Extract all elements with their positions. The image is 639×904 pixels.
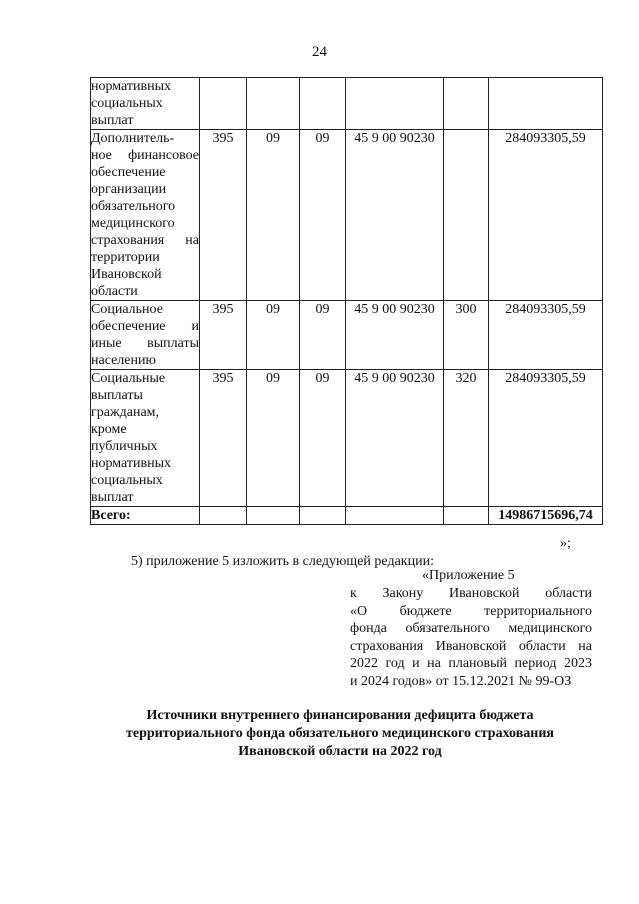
appendix-line: к Закону Ивановской области — [350, 586, 592, 601]
item-name-line: выплат — [91, 113, 134, 128]
item-name-line: иные выплаты — [91, 336, 199, 351]
item-name-line: населению — [91, 353, 156, 368]
expense-type-cell — [444, 78, 489, 130]
item-name-line: выплаты — [91, 388, 143, 403]
item-name-line: Социальные — [91, 371, 166, 386]
section-cell — [247, 78, 300, 130]
subsection-cell — [300, 78, 346, 130]
item-name-line: социальных — [91, 96, 163, 111]
budget-table-body — [91, 78, 603, 525]
item-name-cell — [91, 130, 200, 301]
item-name-line: обеспечение и — [91, 319, 199, 334]
expense-type-cell — [444, 130, 489, 301]
item-name-line: ное финансовое — [91, 148, 199, 163]
page-number: 24 — [312, 44, 327, 60]
item-name-cell — [91, 507, 200, 525]
item-name-line: обеспечение — [91, 165, 166, 180]
amendment-item-5: 5) приложение 5 изложить в следующей редакции: — [131, 554, 434, 569]
heading-line: Источники внутреннего финансирования дефицита бюджета — [146, 708, 534, 723]
section-cell: 09 — [247, 370, 300, 507]
table-total-row — [91, 507, 603, 525]
target-article-cell — [346, 507, 444, 525]
item-name-line: гражданам, — [91, 405, 160, 420]
appendix-title: «Приложение 5 — [422, 568, 515, 583]
table-row — [91, 370, 603, 507]
amount-cell: 284093305,59 — [489, 370, 603, 507]
item-name-line: Социальное — [91, 302, 163, 317]
expense-type-cell: 320 — [444, 370, 489, 507]
appendix-line: фонда обязательного медицинского — [350, 621, 592, 636]
target-article-cell: 45 9 00 90230 — [346, 370, 444, 507]
ved-code-cell: 395 — [200, 301, 247, 370]
table-row — [91, 130, 603, 301]
subsection-cell: 09 — [300, 370, 346, 507]
section-heading — [70, 707, 610, 761]
amount-cell: 14986715696,74 — [489, 507, 603, 525]
target-article-cell: 45 9 00 90230 — [346, 301, 444, 370]
target-article-cell — [346, 78, 444, 130]
appendix-caption — [350, 585, 592, 673]
item-name-line: организации — [91, 182, 167, 197]
amount-cell: 284093305,59 — [489, 301, 603, 370]
subsection-cell: 09 — [300, 301, 346, 370]
item-name-line: обязательного — [91, 199, 176, 214]
amount-cell — [489, 78, 603, 130]
item-name-line: медицинского — [91, 216, 175, 231]
ved-code-cell: 395 — [200, 130, 247, 301]
item-name-line: области — [91, 284, 138, 299]
expense-type-cell — [444, 507, 489, 525]
expense-type-cell: 300 — [444, 301, 489, 370]
table-row — [91, 301, 603, 370]
item-name-line: выплат — [91, 490, 134, 505]
table-row — [91, 78, 603, 130]
section-cell: 09 — [247, 301, 300, 370]
item-name-cell — [91, 370, 200, 507]
ved-code-cell: 395 — [200, 370, 247, 507]
item-name-cell — [91, 301, 200, 370]
item-name-line: нормативных — [91, 456, 172, 471]
ved-code-cell — [200, 507, 247, 525]
item-name-line: кроме — [91, 422, 127, 437]
section-cell: 09 — [247, 130, 300, 301]
appendix-line: «О бюджете территориального — [350, 603, 592, 619]
subsection-cell — [300, 507, 346, 525]
appendix-line: 2022 год и на плановый период 2023 — [350, 656, 592, 671]
heading-line: Ивановской области на 2022 год — [238, 744, 442, 759]
subsection-cell: 09 — [300, 130, 346, 301]
amount-cell: 284093305,59 — [489, 130, 603, 301]
item-name-line: Дополнитель- — [91, 131, 175, 146]
closing-quote: »; — [560, 536, 571, 551]
ved-code-cell — [200, 78, 247, 130]
item-name-cell — [91, 78, 200, 130]
item-name-line: территории — [91, 250, 160, 265]
budget-table — [90, 77, 603, 525]
item-name-line: публичных — [91, 439, 158, 454]
section-cell — [247, 507, 300, 525]
item-name-line: страхования на — [91, 233, 199, 248]
item-name-line: Ивановской — [91, 267, 162, 282]
item-name-line: нормативных — [91, 79, 172, 94]
appendix-line-last: и 2024 годов» от 15.12.2021 № 99-ОЗ — [350, 674, 572, 689]
item-name-line: Всего: — [91, 508, 131, 523]
appendix-line: страхования Ивановской области на — [350, 638, 592, 654]
item-name-line: социальных — [91, 473, 163, 488]
heading-line: территориального фонда обязательного медицинского страхования — [126, 726, 554, 741]
target-article-cell: 45 9 00 90230 — [346, 130, 444, 301]
